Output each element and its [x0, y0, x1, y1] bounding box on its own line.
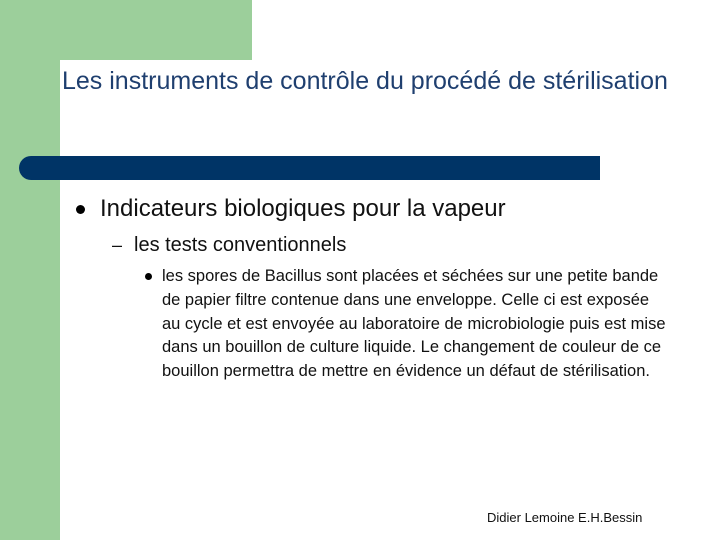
slide-title: Les instruments de contrôle du procédé de stérilisation — [62, 67, 668, 95]
bullet-level3-text: les spores de Bacillus sont placées et séchées sur une petite bande de papier filtre contenue dans une enveloppe. Celle ci est exposée au cycle et est envoyée au laboratoire de microbiologie puis est mise dans un bouillon de culture liquide. Le changement de couleur de ce bouillon permettra de mettre en évidence un défaut de stérilisation. — [162, 267, 666, 381]
bullet-level2-text: les tests conventionnels — [134, 234, 347, 256]
bullet-dot-icon — [76, 205, 85, 214]
dash-marker: – — [112, 235, 123, 255]
bullet-level1-text: Indicateurs biologiques pour la vapeur — [100, 195, 506, 222]
top-accent-block — [0, 0, 252, 60]
footer-author: Didier Lemoine E.H.Bessin — [487, 510, 643, 525]
title-underline-bar — [19, 156, 600, 180]
left-accent-bar — [0, 0, 60, 540]
bullet-dot-icon — [145, 273, 152, 280]
